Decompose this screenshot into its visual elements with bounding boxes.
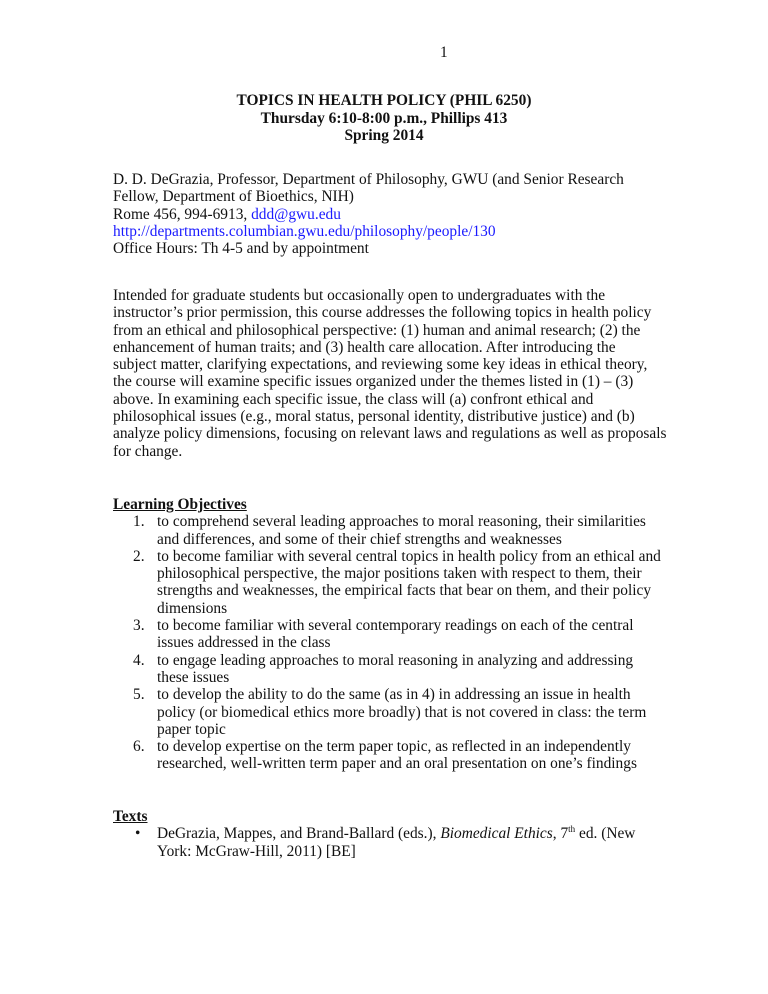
objective-item bbox=[113, 652, 693, 687]
item-number: 6. bbox=[133, 738, 145, 756]
intro-line: subject matter, clarifying expectations, and reviewing some key ideas in ethical theory, bbox=[113, 356, 648, 374]
item-number: 3. bbox=[133, 617, 145, 635]
texts-list bbox=[113, 825, 693, 860]
item-line: to develop expertise on the term paper topic, as reflected in an independently bbox=[157, 738, 631, 756]
intro-line: the course will examine specific issues organized under the themes listed in (1) – (3) bbox=[113, 373, 634, 391]
texts-heading: Texts bbox=[113, 808, 148, 825]
course-description bbox=[113, 287, 667, 460]
item-line: these issues bbox=[157, 668, 230, 686]
edition-text: ed. (New bbox=[575, 825, 636, 843]
page-number: 1 bbox=[440, 44, 448, 61]
email-link[interactable]: ddd@gwu.edu bbox=[251, 205, 341, 223]
item-line: policy (or biomedical ethics more broadly) that is not covered in class: the term bbox=[157, 703, 647, 721]
intro-line: instructor’s prior permission, this course addresses the following topics in health policy bbox=[113, 304, 652, 322]
item-line: strengths and weaknesses, the empirical facts that bear on them, and their policy bbox=[157, 582, 652, 600]
objectives-list bbox=[113, 513, 693, 772]
course-term: Spring 2014 bbox=[344, 127, 424, 144]
intro-line: enhancement of human traits; and (3) health care allocation. After introducing the bbox=[113, 338, 616, 356]
course-header bbox=[0, 92, 768, 145]
office-hours: Office Hours: Th 4-5 and by appointment bbox=[113, 240, 369, 258]
item-line: to comprehend several leading approaches to moral reasoning, their similarities bbox=[157, 513, 646, 531]
item-line: to engage leading approaches to moral reasoning in analyzing and addressing bbox=[157, 651, 634, 669]
instructor-line-2: Fellow, Department of Bioethics, NIH) bbox=[113, 188, 354, 206]
text-authors: DeGrazia, Mappes, and Brand-Ballard (eds.), bbox=[157, 825, 441, 843]
item-line: dimensions bbox=[157, 599, 228, 617]
objective-item bbox=[113, 513, 693, 548]
texts-section bbox=[113, 808, 693, 860]
course-title: TOPICS IN HEALTH POLICY (PHIL 6250) bbox=[236, 92, 532, 109]
office-phone: Rome 456, 994-6913, bbox=[113, 205, 252, 223]
instructor-info bbox=[113, 171, 673, 257]
item-line: to become familiar with several central topics in health policy from an ethical and bbox=[157, 547, 661, 565]
objective-item bbox=[113, 548, 693, 617]
item-line: researched, well-written term paper and an oral presentation on one’s findings bbox=[157, 755, 637, 773]
item-number: 4. bbox=[133, 651, 145, 669]
learning-objectives-section bbox=[113, 496, 693, 773]
learning-objectives-heading: Learning Objectives bbox=[113, 496, 247, 513]
intro-line: Intended for graduate students but occasionally open to undergraduates with the bbox=[113, 287, 606, 304]
course-schedule: Thursday 6:10-8:00 p.m., Phillips 413 bbox=[260, 109, 508, 127]
item-number: 2. bbox=[133, 547, 145, 565]
item-line: issues addressed in the class bbox=[157, 634, 331, 652]
item-line: to become familiar with several contemporary readings on each of the central bbox=[157, 617, 634, 635]
book-title: Biomedical Ethics bbox=[440, 825, 553, 843]
intro-line: philosophical issues (e.g., moral status, personal identity, distributive justice) and (b) bbox=[113, 408, 635, 426]
edition-number: , 7 bbox=[552, 825, 569, 843]
item-line: paper topic bbox=[157, 720, 226, 738]
edition-suffix: th bbox=[568, 824, 576, 835]
objective-item bbox=[113, 617, 693, 652]
intro-line: for change. bbox=[113, 442, 183, 460]
bullet-icon: • bbox=[135, 825, 141, 843]
intro-line: analyze policy dimensions, focusing on relevant laws and regulations as well as proposals bbox=[113, 425, 667, 443]
objective-item bbox=[113, 686, 693, 738]
intro-line: above. In examining each specific issue, the class will (a) confront ethical and bbox=[113, 390, 594, 408]
item-number: 5. bbox=[133, 686, 145, 704]
item-line: and differences, and some of their chief strengths and weaknesses bbox=[157, 530, 562, 548]
intro-line: from an ethical and philosophical perspective: (1) human and animal research; (2) the bbox=[113, 321, 641, 339]
item-line: to develop the ability to do the same (as in 4) in addressing an issue in health bbox=[157, 686, 631, 704]
text-item bbox=[113, 825, 693, 860]
instructor-line-1: D. D. DeGrazia, Professor, Department of Philosophy, GWU (and Senior Research bbox=[113, 171, 624, 188]
faculty-page-link[interactable]: http://departments.columbian.gwu.edu/philosophy/people/130 bbox=[113, 222, 496, 240]
objective-item bbox=[113, 738, 693, 773]
instructor-contact bbox=[113, 206, 673, 223]
publisher-line: York: McGraw-Hill, 2011) [BE] bbox=[157, 842, 356, 860]
item-number: 1. bbox=[133, 513, 145, 531]
item-line: philosophical perspective, the major positions taken with respect to them, their bbox=[157, 565, 642, 583]
